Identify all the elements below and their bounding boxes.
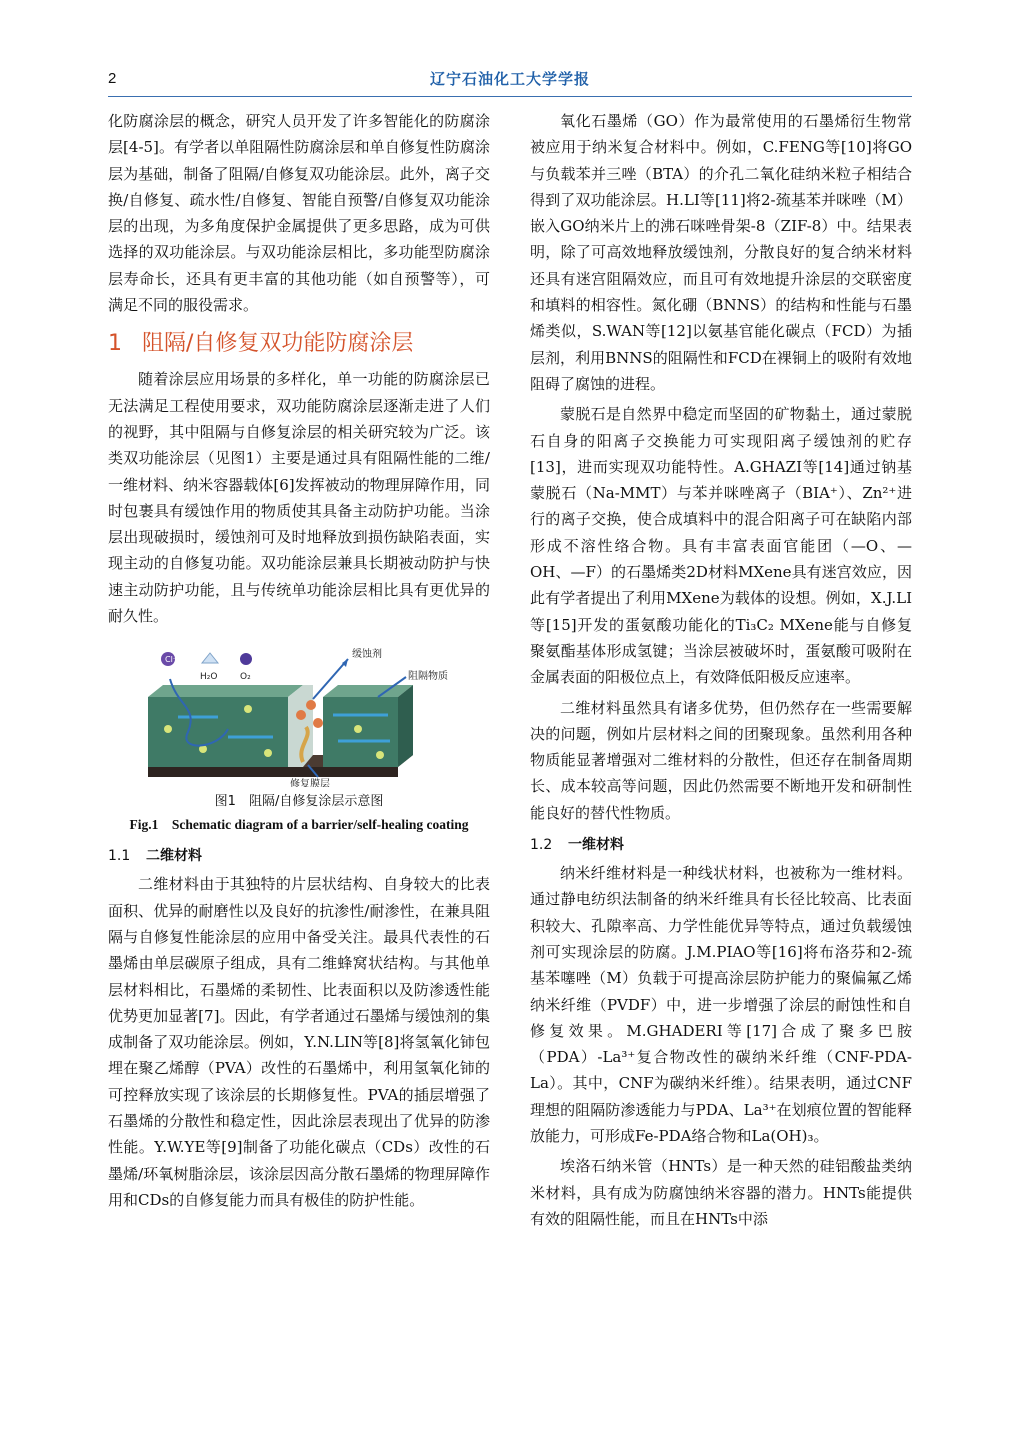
label-barrier: 阻隔物质 bbox=[408, 671, 448, 683]
subsection-number: 1.1 bbox=[108, 848, 131, 865]
figure-caption-cn: 图1 阻隔/自修复涂层示意图 bbox=[214, 794, 384, 810]
inhibitor-particle bbox=[296, 710, 306, 720]
section-number: 1 bbox=[108, 331, 122, 357]
coating-right-top bbox=[323, 685, 413, 697]
label-repair: 修复膜层 bbox=[290, 779, 330, 788]
paragraph: 二维材料虽然具有诸多优势，但仍然存在一些需要解决的问题，例如片层材料之间的团聚现象。虽然利用各种物质能显著增强对二维材料的分散性，但还存在制备周期长、成本较高等问题，因此仍然需要不断地开发和研制性能良好的替代性物质。 bbox=[530, 698, 912, 822]
subsection-title: 二维材料 bbox=[146, 848, 202, 865]
subsection-heading bbox=[530, 832, 912, 858]
subsection-number: 1.2 bbox=[530, 837, 553, 854]
paragraph: 二维材料由于其独特的片层状结构、自身较大的比表面积、优异的耐磨性以及良好的抗渗性/耐渗性，在兼具阻隔与自修复性能涂层的应用中备受关注。最具代表性的石墨烯由单层碳原子组成，具有二维蜂窝状结构。与其他单层材料相比，石墨烯的柔韧性、比表面积以及防渗透性能优势更加显著[7]。因此，有学者通过石墨烯与缓蚀剂的集成制备了双功能涂层。例如，Y.N.LIN等[8]将氢氧化铈包埋在聚乙烯醇（PVA）改性的石墨烯中，利用氢氧化铈的可控释放实现了该涂层的长期修复性。PVA的插层增强了石墨烯的分散性和稳定性，因此涂层表现出了优异的防渗性能。Y.W.YE等[9]制备了功能化碳点（CDs）改性的石墨烯/环氧树脂涂层，该涂层因高分散石墨烯的物理屏障作用和CDs的自修复能力而具有极佳的防护性能。 bbox=[108, 875, 490, 1209]
inhibitor-particle bbox=[306, 700, 316, 710]
paragraph: 蒙脱石是自然界中稳定而坚固的矿物黏土，通过蒙脱石自身的阳离子交换能力可实现阳离子缓蚀剂的贮存[13]，进而实现双功能特性。A.GHAZI等[14]通过钠基蒙脱石（Na-MMT）与苯并咪唑离子（BIA⁺）、Zn²⁺进行的离子交换，使合成填料中的混合阳离子可在缺陷内部形成不溶性络合物。具有丰富表面官能团（—O、—OH、—F）的石墨烯类2D材料MXene具有迷宫效应，因此有学者提出了利用MXene为载体的设想。例如，X.J.LI等[15]开发的蛋氨酸功能化的Ti₃C₂ MXene能与自修复聚氨酯基体形成氢键；当涂层被破坏时，蛋氨酸可吸附在金属表面的阳极位点上，有效降低阳极反应速率。 bbox=[530, 405, 912, 687]
label-o2: O₂ bbox=[240, 672, 251, 683]
section-title: 阻隔/自修复双功能防腐涂层 bbox=[142, 331, 414, 357]
page-number: 2 bbox=[108, 70, 117, 87]
particle bbox=[354, 725, 362, 733]
paragraph: 氧化石墨烯（GO）作为最常使用的石墨烯衍生物常被应用于纳米复合材料中。例如，C.FENG等[10]将GO与负载苯并三唑（BTA）的介孔二氧化硅纳米粒子相结合得到了双功能涂层。H.LI等[11]将2-巯基苯并咪唑（M）嵌入GO纳米片上的沸石咪唑骨架-8（ZIF-8）中。结果表明，除了可高效地释放缓蚀剂，分散良好的复合纳米材料还具有迷宫阻隔效应，而且可有效地提升涂层的交联密度和填料的相容性。氮化硼（BNNS）的结构和性能与石墨烯类似，S.WAN等[12]以氨基官能化碳点（FCD）为插层剂，利用BNNS的阻隔性和FCD在裸铜上的吸附有效地阻碍了腐蚀的进程。 bbox=[530, 112, 912, 393]
coating-schematic bbox=[108, 637, 490, 787]
page-header bbox=[108, 66, 912, 96]
subsection-title: 一维材料 bbox=[568, 837, 624, 854]
label-h2o: H₂O bbox=[200, 672, 218, 683]
label-cl: Cl⁻ bbox=[165, 655, 178, 665]
particle bbox=[164, 725, 172, 733]
particle bbox=[244, 705, 252, 713]
left-column bbox=[108, 108, 490, 1213]
subsection-heading bbox=[108, 843, 490, 869]
coating-right-side bbox=[398, 685, 413, 767]
paragraph: 随着涂层应用场景的多样化，单一功能的防腐涂层已无法满足工程使用要求，双功能防腐涂层逐渐走进了人们的视野，其中阻隔与自修复涂层的相关研究较为广泛。该类双功能涂层（见图1）主要是通过具有阻隔性能的二维/一维材料、纳米容器载体[6]发挥被动的物理屏障作用，同时包裹具有缓蚀作用的物质使其具备主动防护功能。当涂层出现破损时，缓蚀剂可及时地释放到损伤缺陷表面，实现主动的自修复功能。双功能涂层兼具长期被动防护与快速主动防护功能，且与传统单功能涂层相比具有更优异的耐久性。 bbox=[108, 370, 490, 626]
oxygen-molecule bbox=[240, 653, 252, 665]
inhibitor-particle bbox=[313, 718, 323, 728]
journal-title: 辽宁石油化工大学学报 bbox=[429, 70, 590, 88]
particle bbox=[264, 749, 272, 757]
figure-caption-en: Fig.1 Schematic diagram of a barrier/self-healing coating bbox=[129, 817, 469, 833]
water-molecule bbox=[202, 653, 218, 663]
paragraph: 纳米纤维材料是一种线状材料，也被称为一维材料。通过静电纺织法制备的纳米纤维具有长径比较高、比表面积较大、孔隙率高、力学性能优异等特点，通过负载缓蚀剂可实现涂层的防腐。J.M.PIAO等[16]将布洛芬和2-巯基苯噻唑（M）负载于可提高涂层防护能力的聚偏氟乙烯纳米纤维（PVDF）中，进一步增强了涂层的耐蚀性和自修复效果。M.GHADERI等[17]合成了聚多巴胺（PDA）-La³⁺复合物改性的碳纳米纤维（CNF-PDA-La）。其中，CNF为碳纳米纤维）。结果表明，通过CNF理想的阻隔防渗透能力与PDA、La³⁺在划痕位置的智能释放能力，可形成Fe-PDA络合物和La(OH)₃。 bbox=[530, 864, 912, 1145]
section-heading bbox=[108, 326, 490, 362]
particle bbox=[376, 751, 384, 759]
paragraph: 埃洛石纳米管（HNTs）是一种天然的硅铝酸盐类纳米材料，具有成为防腐蚀纳米容器的潜力。HNTs能提供有效的阻隔性能，而且在HNTs中添 bbox=[530, 1157, 912, 1228]
header-rule bbox=[108, 96, 912, 97]
figure-1 bbox=[108, 637, 490, 787]
coating-left-top bbox=[148, 685, 303, 697]
right-column bbox=[530, 108, 912, 1232]
substrate-front bbox=[148, 767, 398, 777]
label-inhibitor: 缓蚀剂 bbox=[352, 649, 382, 661]
paragraph: 化防腐涂层的概念，研究人员开发了许多智能化的防腐涂层[4-5]。有学者以单阻隔性防腐涂层和单自修复性防腐涂层为基础，制备了阻隔/自修复双功能涂层。此外，离子交换/自修复、疏水性/自修复、智能自预警/自修复双功能涂层的出现，为多角度保护金属提供了更多思路，成为可供选择的双功能涂层。与双功能涂层相比，多功能型防腐涂层寿命长，还具有更丰富的其他功能（如自预警等），可满足不同的服役需求。 bbox=[108, 112, 490, 315]
